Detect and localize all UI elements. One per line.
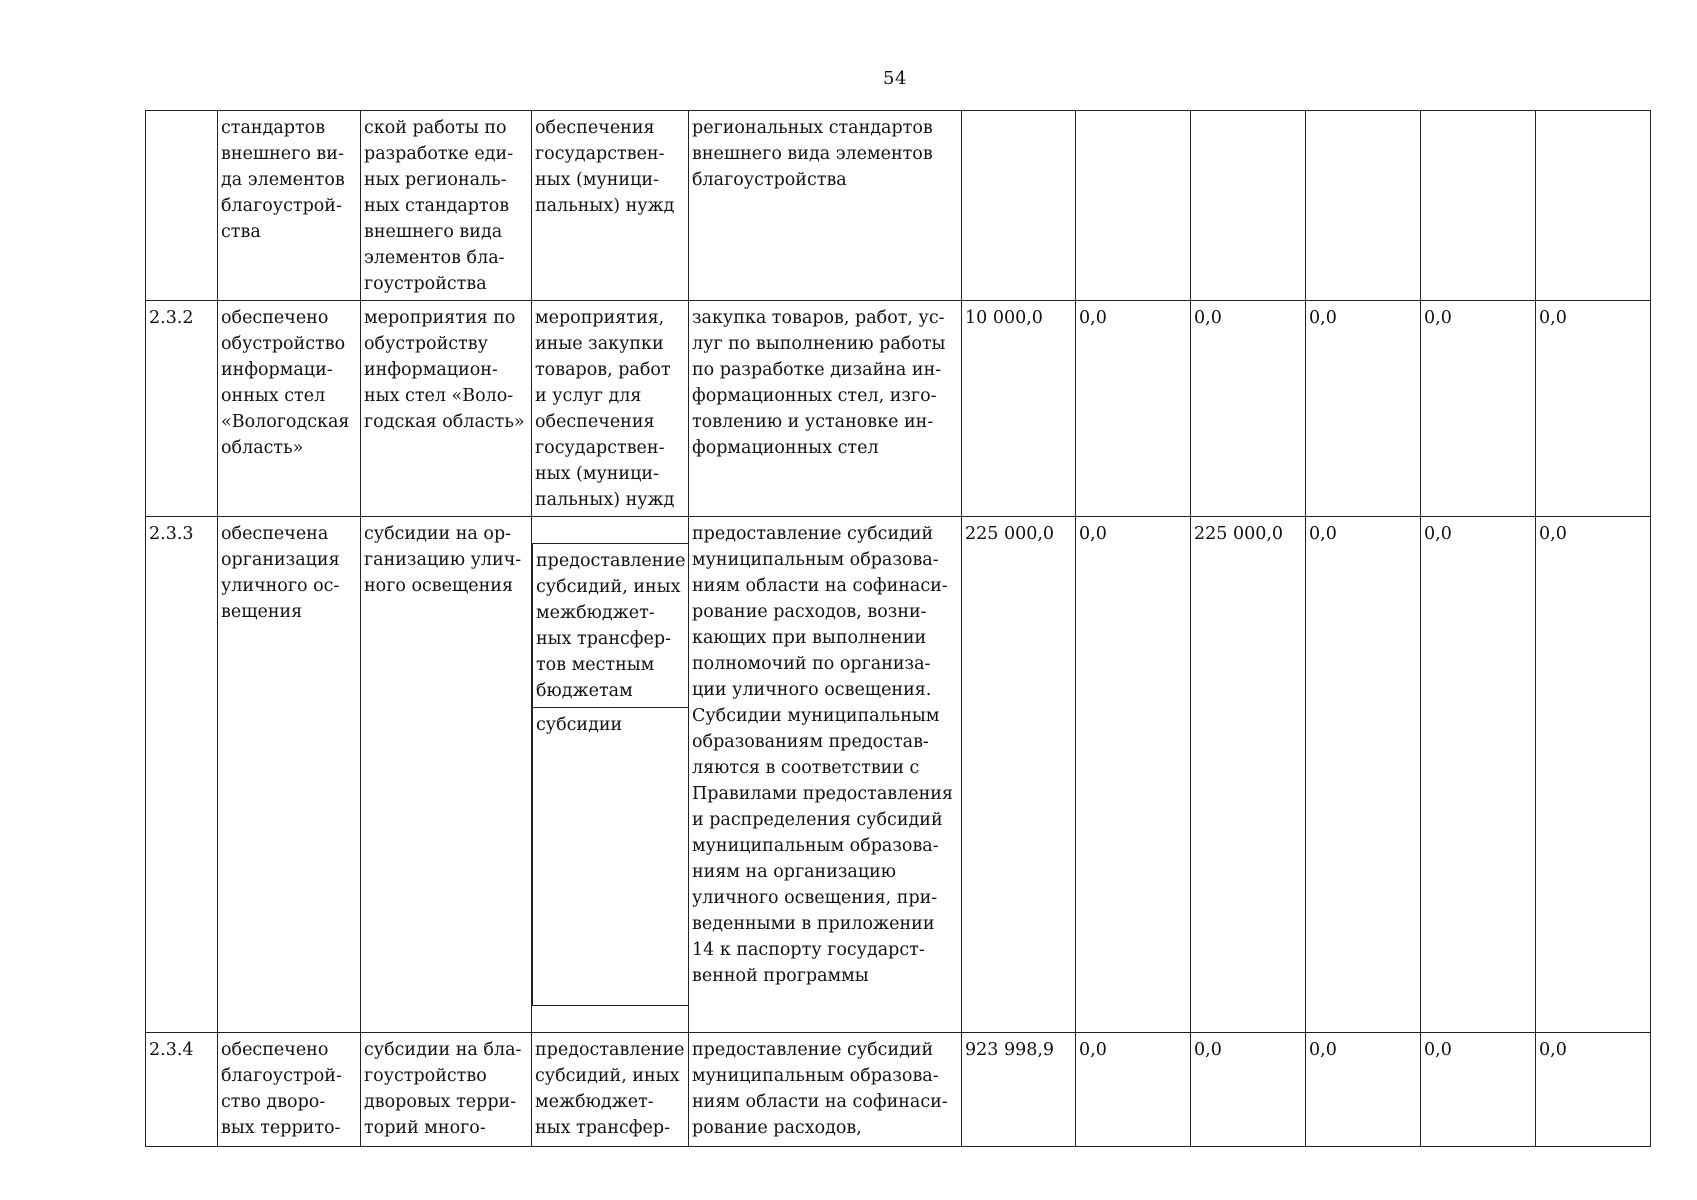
program-events-table bbox=[145, 110, 1651, 1147]
row-number-cell: 2.3.2 bbox=[146, 301, 218, 517]
description-cell: предоставление субсидий муниципальным образова- ниям области на софинаси- рование расходов, bbox=[689, 1033, 962, 1147]
table-row bbox=[146, 111, 1651, 301]
value-cell: 0,0 bbox=[1536, 301, 1651, 517]
value-cell: 10 000,0 bbox=[962, 301, 1076, 517]
direction-main: предоставление субсидий, иных межбюджет- ных трансфер- тов местным бюджетам bbox=[533, 544, 689, 708]
page-number: 54 bbox=[883, 68, 907, 89]
event-cell: мероприятия по обустройству информацион- ных стел «Воло- годская область» bbox=[361, 301, 532, 517]
table-row bbox=[146, 1033, 1651, 1147]
value-cell bbox=[1191, 111, 1306, 301]
value-cell bbox=[962, 111, 1076, 301]
value-cell: 0,0 bbox=[1306, 301, 1421, 517]
event-cell: ской работы по разработке еди- ных региональ- ных стандартов внешнего вида элементов бла- гоустройства bbox=[361, 111, 532, 301]
result-cell: стандартов внешнего ви- да элементов благоустрой- ства bbox=[218, 111, 361, 301]
value-cell bbox=[1076, 111, 1191, 301]
row-number-cell: 2.3.3 bbox=[146, 517, 218, 1033]
value-cell: 923 998,9 bbox=[962, 1033, 1076, 1147]
row-number-cell: 2.3.4 bbox=[146, 1033, 218, 1147]
event-cell: субсидии на ор- ганизацию улич- ного освещения bbox=[361, 517, 532, 1033]
value-cell: 225 000,0 bbox=[1191, 517, 1306, 1033]
row-number-cell bbox=[146, 111, 218, 301]
value-cell: 0,0 bbox=[1076, 1033, 1191, 1147]
direction-subtable bbox=[532, 543, 689, 1006]
value-cell: 0,0 bbox=[1421, 517, 1536, 1033]
value-cell: 0,0 bbox=[1421, 1033, 1536, 1147]
direction-cell: предоставление субсидий, иных межбюджет- ных трансфер- bbox=[532, 1033, 689, 1147]
value-cell: 0,0 bbox=[1191, 1033, 1306, 1147]
direction-cell bbox=[532, 517, 689, 1033]
value-cell: 0,0 bbox=[1536, 1033, 1651, 1147]
direction-cell: мероприятия, иные закупки товаров, работ и услуг для обеспечения государствен- ных (муници- пальных) нужд bbox=[532, 301, 689, 517]
value-cell: 0,0 bbox=[1536, 517, 1651, 1033]
value-cell bbox=[1421, 111, 1536, 301]
direction-cell: обеспечения государствен- ных (муници- пальных) нужд bbox=[532, 111, 689, 301]
value-cell: 0,0 bbox=[1191, 301, 1306, 517]
value-cell: 0,0 bbox=[1076, 517, 1191, 1033]
value-cell: 0,0 bbox=[1421, 301, 1536, 517]
description-cell: закупка товаров, работ, ус- луг по выполнению работы по разработке дизайна ин- формационных стел, изго- товлению и установке ин- формационных стел bbox=[689, 301, 962, 517]
table-row bbox=[146, 517, 1651, 1033]
value-cell: 225 000,0 bbox=[962, 517, 1076, 1033]
value-cell: 0,0 bbox=[1306, 517, 1421, 1033]
result-cell: обеспечено обустройство информаци- онных стел «Вологодская область» bbox=[218, 301, 361, 517]
description-cell: предоставление субсидий муниципальным образова- ниям области на софинаси- рование расходов, возни- кающих при выполнении полномочий по организа- ции уличного освещения. Субсидии муниципальным образованиям предостав- ляются в соответствии с Правилами предоставления и распределения субсидий муниципальным образова- ниям на организацию уличного освещения, при- веденными в приложении 14 к паспорту государст- венной программы bbox=[689, 517, 962, 1033]
table-row bbox=[146, 301, 1651, 517]
result-cell: обеспечено благоустрой- ство дворо- вых террито- bbox=[218, 1033, 361, 1147]
value-cell bbox=[1306, 111, 1421, 301]
result-cell: обеспечена организация уличного ос- вещения bbox=[218, 517, 361, 1033]
value-cell: 0,0 bbox=[1306, 1033, 1421, 1147]
value-cell: 0,0 bbox=[1076, 301, 1191, 517]
event-cell: субсидии на бла- гоустройство дворовых терри- торий много- bbox=[361, 1033, 532, 1147]
value-cell bbox=[1536, 111, 1651, 301]
description-cell: региональных стандартов внешнего вида элементов благоустройства bbox=[689, 111, 962, 301]
direction-extra: субсидии bbox=[533, 708, 689, 1006]
